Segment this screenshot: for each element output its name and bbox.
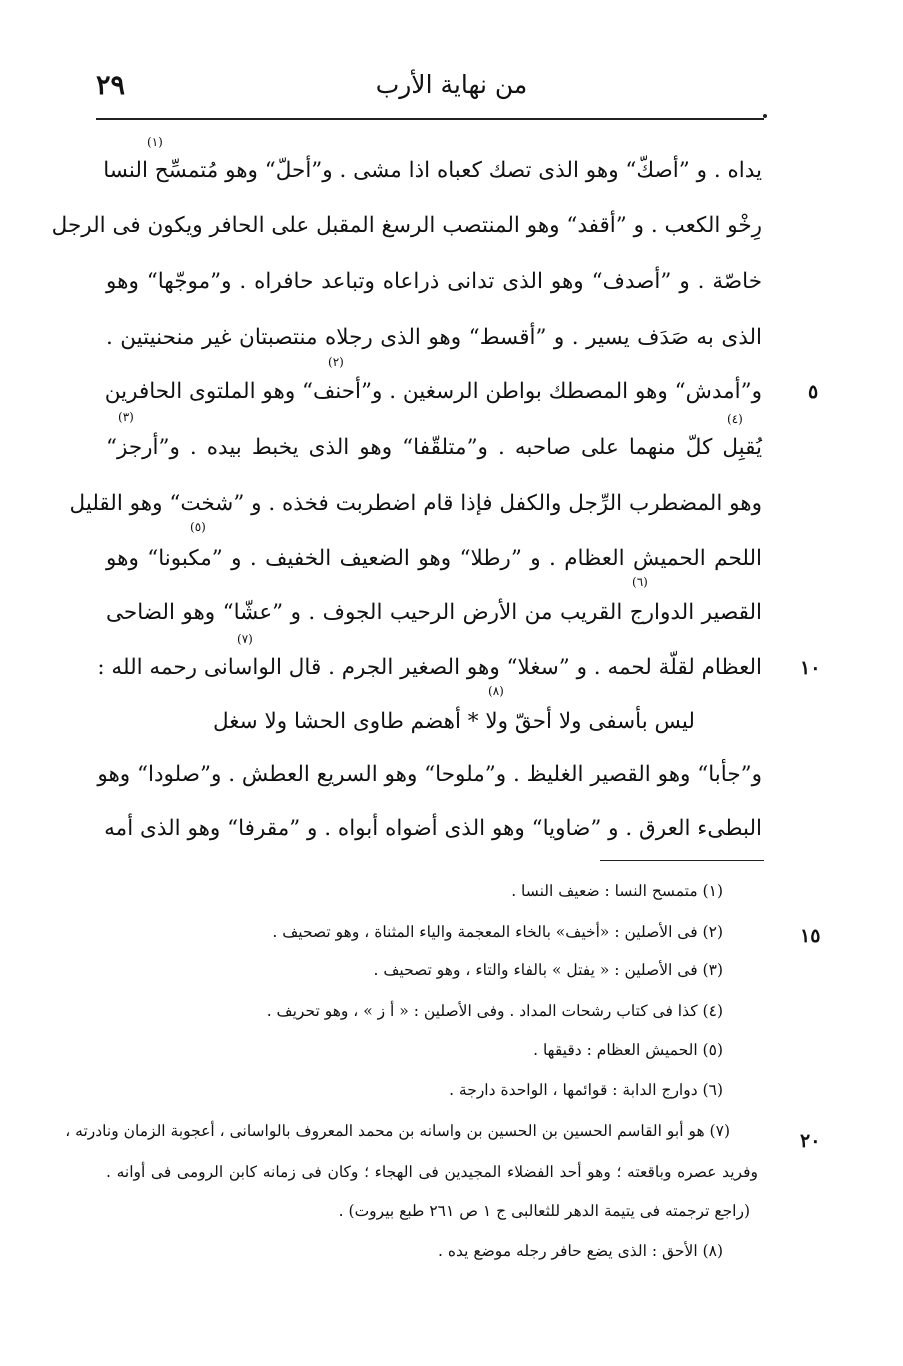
body-line: وهو المضطرب الرِّجل والكفل فإذا قام اضطربت فخذه . و ”شخت“ وهو القليل xyxy=(69,491,762,516)
footnote-continuation: وفريد عصره وباقعته ؛ وهو أحد الفضلاء المجيدين فى الهجاء ؛ وكان فى زمانه كابن الرومى فى أوانه . xyxy=(106,1163,758,1181)
page-number: ٢٩ xyxy=(96,70,126,101)
footnote: (٥) الحميش العظام : دقيقها . xyxy=(533,1041,723,1059)
footnote-mark: (٣) xyxy=(118,410,134,424)
footnote-mark: (٢) xyxy=(328,355,344,369)
footnote-mark: (٦) xyxy=(632,575,648,589)
line-number: ١٠ xyxy=(800,657,821,679)
body-line: و”جأبا“ وهو القصير الغليظ . و”ملوحا“ وهو السريع العطش . و”صلودا“ وهو xyxy=(97,762,762,787)
running-title: من نهاية الأرب xyxy=(375,70,528,99)
footnote-mark: (٥) xyxy=(190,520,206,534)
footnote: (١) متمسح النسا : ضعيف النسا . xyxy=(511,882,723,900)
body-line: البطىء العرق . و ”ضاويا“ وهو الذى أضواه أبواه . و ”مقرفا“ وهو الذى أمه xyxy=(104,816,762,841)
body-line: يُقبِل كلّ منهما على صاحبه . و”متلقّفا“ وهو الذى يخبط بيده . و”أرجز“ xyxy=(106,435,762,460)
line-number: ٢٠ xyxy=(800,1130,821,1152)
line-number: ٥ xyxy=(808,381,819,403)
footnote: (٤) كذا فى كتاب رشحات المداد . وفى الأصلين : « أ ز » ، وهو تحريف . xyxy=(266,1002,723,1020)
header-rule xyxy=(96,118,764,120)
footnote-mark: (٧) xyxy=(237,632,253,646)
line-number: ١٥ xyxy=(800,925,821,947)
footnote: (٧) هو أبو القاسم الحسين بن الحسين بن واسانه بن محمد المعروف بالواسانى ، أعجوبة الزمان ونادرته ، xyxy=(65,1122,730,1140)
body-line: اللحم الحميش العظام . و ”رطلا“ وهو الضعيف الخفيف . و ”مكبونا“ وهو xyxy=(106,546,762,571)
footnote: (٣) فى الأصلين : « يفتل » بالفاء والتاء ، وهو تصحيف . xyxy=(373,961,723,979)
footnote: (٢) فى الأصلين : «أخيف» بالخاء المعجمة والياء المثناة ، وهو تصحيف . xyxy=(272,923,723,941)
body-line: خاصّة . و ”أصدف“ وهو الذى تدانى ذراعاه وتباعد حافراه . و”موجّها“ وهو xyxy=(106,269,762,294)
footnote: (٦) دوارج الدابة : قوائمها ، الواحدة دارجة . xyxy=(449,1081,723,1099)
footnote: (٨) الأحق : الذى يضع حافر رجله موضع يده . xyxy=(438,1242,723,1260)
verse-line: ليس بأسفى ولا أحقّ ولا * أهضم طاوى الحشا ولا سغل xyxy=(213,709,695,734)
body-line: العظام لقلّة لحمه . و ”سغلا“ وهو الصغير الجرم . قال الواسانى رحمه الله : xyxy=(97,655,762,680)
body-line: القصير الدوارج القريب من الأرض الرحيب الجوف . و ”عشّا“ وهو الضاحى xyxy=(106,600,762,625)
header-dot xyxy=(763,114,767,118)
body-line: الذى به صَدَف يسير . و ”أقسط“ وهو الذى رجلاه منتصبتان غير منحنيتين . xyxy=(106,325,762,350)
footnote-mark: (١) xyxy=(147,135,163,149)
footnote-mark: (٨) xyxy=(488,684,504,698)
footnote-rule xyxy=(600,860,764,861)
body-line: رِخْو الكعب . و ”أقفد“ وهو المنتصب الرسغ المقبل على الحافر ويكون فى الرجل xyxy=(51,213,762,238)
body-line: و”أمدش“ وهو المصطك بواطن الرسغين . و”أحنف“ وهو الملتوى الحافرين xyxy=(104,379,762,404)
body-line: يداه . و ”أصكّ“ وهو الذى تصك كعباه اذا مشى . و”أحلّ“ وهو مُتمسِّح النسا xyxy=(103,158,762,183)
footnote-mark: (٤) xyxy=(727,412,743,426)
footnote-continuation: (راجع ترجمته فى يتيمة الدهر للثعالبى ج ١ ص ٢٦١ طبع بيروت) . xyxy=(338,1202,750,1220)
